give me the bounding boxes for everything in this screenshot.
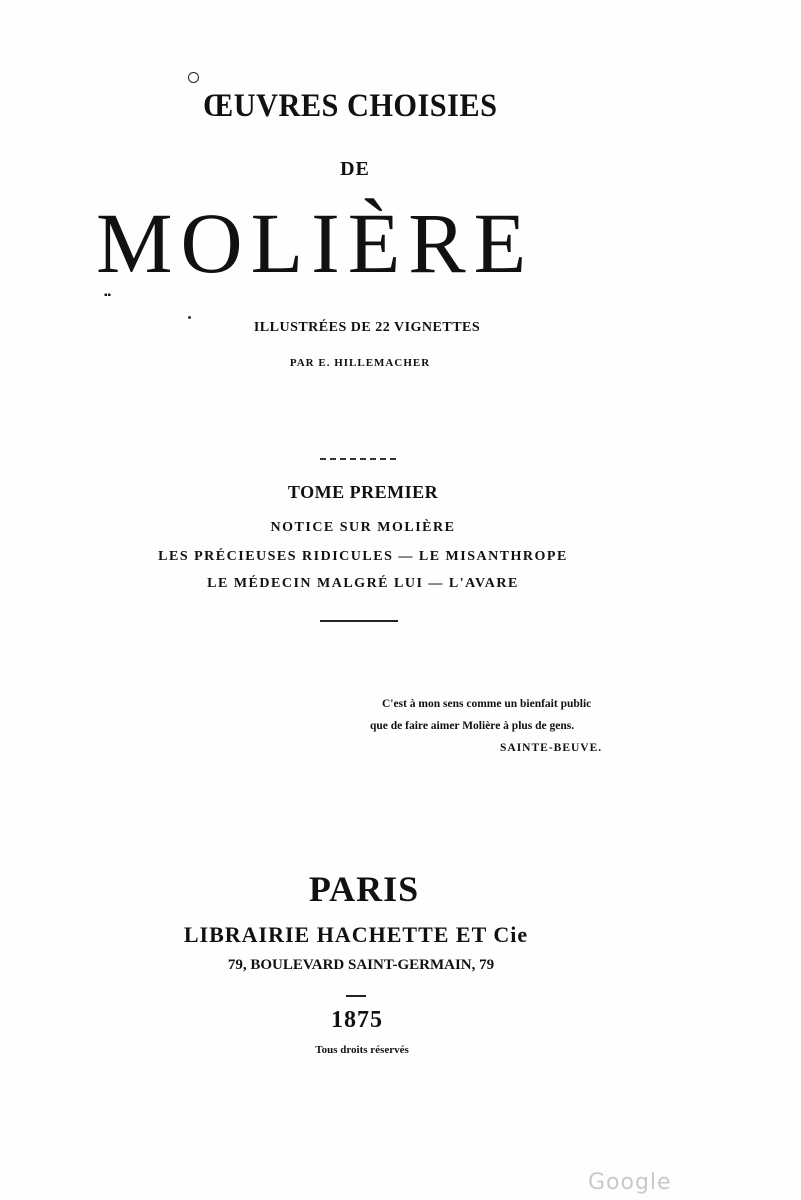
dashed-divider [320, 458, 396, 460]
epigraph-line-2: que de faire aimer Molière à plus de gens. [370, 720, 575, 732]
epigraph-line-1: C'est à mon sens comme un bienfait public [382, 698, 592, 710]
contents-line-1: NOTICE SUR MOLIÈRE [270, 520, 456, 535]
title-de: DE [340, 158, 370, 180]
print-mark-icon: ▪▪ [104, 290, 112, 301]
contents-line-3: LE MÉDECIN MALGRÉ LUI — L'AVARE [207, 576, 519, 591]
section-divider [320, 620, 398, 622]
author-name: MOLIÈRE [96, 195, 535, 291]
publication-city: PARIS [308, 869, 420, 909]
watermark-logo: Google [588, 1170, 672, 1195]
publisher-name: LIBRAIRIE HACHETTE ET Cie [183, 922, 529, 947]
small-divider [346, 995, 366, 997]
rights-notice: Tous droits réservés [315, 1044, 409, 1056]
epigraph-attribution: SAINTE-BEUVE. [500, 742, 603, 754]
contents-line-2: LES PRÉCIEUSES RIDICULES — LE MISANTHROPE [158, 549, 568, 564]
circle-ornament-icon [188, 72, 199, 83]
publication-year: 1875 [331, 1007, 383, 1033]
book-title: ŒUVRES CHOISIES [202, 88, 498, 124]
illustration-note: ILLUSTRÉES DE 22 VIGNETTES [253, 320, 481, 335]
epigraph [370, 693, 670, 759]
print-dot-icon [188, 316, 191, 319]
volume-label: TOME PREMIER [287, 482, 439, 502]
publisher-address: 79, BOULEVARD SAINT-GERMAIN, 79 [227, 957, 495, 973]
illustrator-credit: PAR E. HILLEMACHER [289, 357, 431, 369]
